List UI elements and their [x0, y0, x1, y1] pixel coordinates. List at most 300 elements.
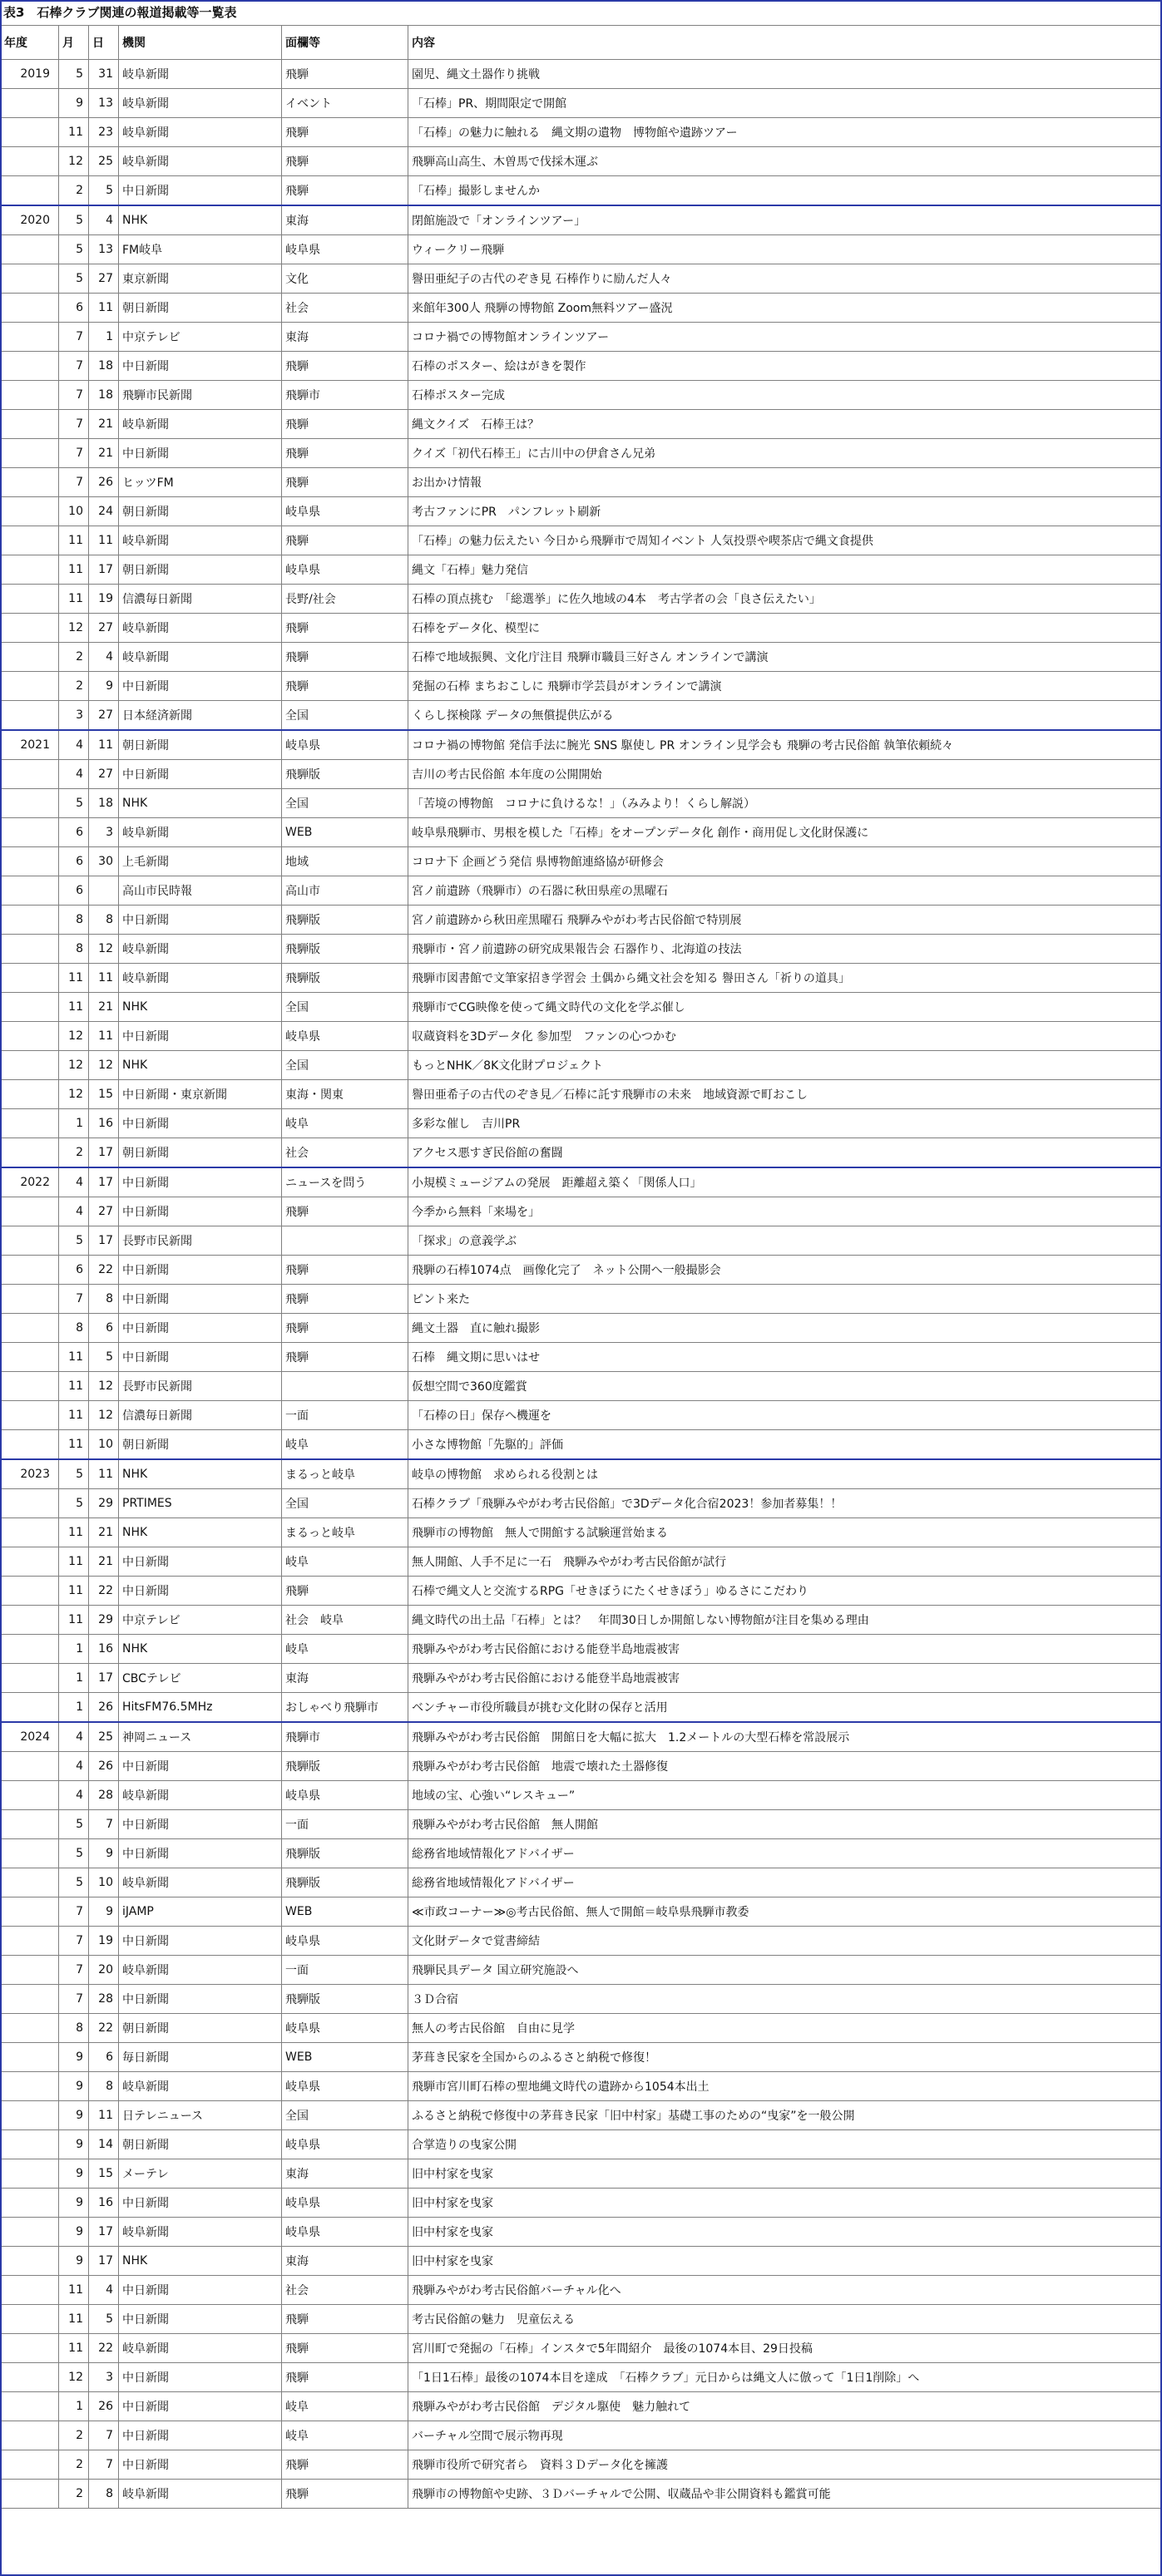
day-cell: 1: [89, 323, 119, 352]
day-cell: 17: [89, 1167, 119, 1197]
day-cell: 17: [89, 2218, 119, 2247]
table-row: [1, 906, 1162, 935]
year-cell: [1, 2014, 59, 2043]
year-cell: [1, 2247, 59, 2276]
section-cell: 飛騨版: [282, 906, 408, 935]
year-cell: 2022: [1, 1167, 59, 1197]
section-cell: [282, 1372, 408, 1401]
day-cell: 29: [89, 1489, 119, 1518]
content-cell: 飛騨みやがわ考古民俗館における能登半島地震被害: [408, 1664, 1162, 1693]
table-row: [1, 964, 1162, 993]
content-cell: 茅葺き民家を全国からのふるさと納税で修復！: [408, 2043, 1162, 2072]
content-cell: 飛騨みやがわ考古民俗館 開館日を大幅に拡大 1.2メートルの大型石棒を常設展示: [408, 1722, 1162, 1752]
day-cell: 13: [89, 89, 119, 118]
day-cell: 11: [89, 526, 119, 555]
organization-cell: 中日新聞: [119, 1167, 282, 1197]
organization-cell: 信濃毎日新聞: [119, 1401, 282, 1430]
table-row: [1, 1868, 1162, 1897]
content-cell: 無人の考古民俗館 自由に見学: [408, 2014, 1162, 2043]
month-cell: 2: [59, 643, 89, 672]
month-cell: 4: [59, 1197, 89, 1226]
day-cell: 20: [89, 1956, 119, 1985]
month-cell: 12: [59, 1022, 89, 1051]
column-header-day: 日: [89, 26, 119, 60]
section-cell: 社会 岐阜: [282, 1606, 408, 1635]
month-cell: 2: [59, 672, 89, 701]
year-cell: [1, 2480, 59, 2509]
year-cell: [1, 2072, 59, 2101]
table-row: [1, 352, 1162, 381]
year-cell: [1, 1256, 59, 1285]
year-cell: [1, 410, 59, 439]
table-caption: 表3 石棒クラブ関連の報道掲載等一覧表: [3, 5, 237, 20]
table-row: [1, 294, 1162, 323]
day-cell: 12: [89, 935, 119, 964]
organization-cell: 飛騨市民新聞: [119, 381, 282, 410]
content-cell: 吉川の考古民俗館 本年度の公開開始: [408, 760, 1162, 789]
month-cell: 6: [59, 294, 89, 323]
organization-cell: 上毛新聞: [119, 847, 282, 876]
content-cell: 飛騨民具データ 国立研究施設へ: [408, 1956, 1162, 1985]
table-row: [1, 701, 1162, 731]
section-cell: 飛騨: [282, 2480, 408, 2509]
section-cell: WEB: [282, 818, 408, 847]
section-cell: 飛騨: [282, 1285, 408, 1314]
section-cell: 飛騨市: [282, 381, 408, 410]
table-row: [1, 876, 1162, 906]
day-cell: 29: [89, 1606, 119, 1635]
year-cell: [1, 1635, 59, 1664]
section-cell: 東海: [282, 323, 408, 352]
year-cell: [1, 1868, 59, 1897]
year-cell: [1, 2363, 59, 2392]
table-row: [1, 1197, 1162, 1226]
organization-cell: NHK: [119, 2247, 282, 2276]
table-row: [1, 2334, 1162, 2363]
day-cell: 5: [89, 1343, 119, 1372]
table-row: [1, 2450, 1162, 2480]
content-cell: ピント来た: [408, 1285, 1162, 1314]
table-body: [1, 60, 1162, 2509]
month-cell: 5: [59, 1839, 89, 1868]
content-cell: 「探求」の意義学ぶ: [408, 1226, 1162, 1256]
year-cell: [1, 1956, 59, 1985]
content-cell: 飛騨市の博物館や史跡、３Ｄバーチャルで公開、収蔵品や非公開資料も鑑賞可能: [408, 2480, 1162, 2509]
year-cell: [1, 526, 59, 555]
month-cell: 11: [59, 964, 89, 993]
month-cell: 9: [59, 2189, 89, 2218]
month-cell: 11: [59, 526, 89, 555]
year-cell: [1, 993, 59, 1022]
content-cell: 宮川町で発掘の「石棒」インスタで5年間紹介 最後の1074本目、29日投稿: [408, 2334, 1162, 2363]
organization-cell: 中日新聞: [119, 1927, 282, 1956]
content-cell: 小さな博物館「先駆的」評価: [408, 1430, 1162, 1460]
year-cell: [1, 1577, 59, 1606]
organization-cell: HitsFM76.5MHz: [119, 1693, 282, 1723]
month-cell: 9: [59, 2218, 89, 2247]
year-cell: [1, 1752, 59, 1781]
section-cell: 全国: [282, 993, 408, 1022]
table-row: [1, 760, 1162, 789]
section-cell: 全国: [282, 1051, 408, 1080]
column-header-section: 面欄等: [282, 26, 408, 60]
organization-cell: メーテレ: [119, 2159, 282, 2189]
year-cell: [1, 1606, 59, 1635]
year-cell: [1, 1401, 59, 1430]
table-row: [1, 2276, 1162, 2305]
month-cell: 7: [59, 323, 89, 352]
content-cell: 仮想空間で360度鑑賞: [408, 1372, 1162, 1401]
table-row: [1, 1752, 1162, 1781]
table-row: [1, 147, 1162, 176]
content-cell: コロナ禍の博物館 発信手法に腕光 SNS 駆使し PR オンライン見学会も 飛騨の考古民俗館 執筆依頼続々: [408, 730, 1162, 760]
table-row: [1, 643, 1162, 672]
section-cell: 全国: [282, 701, 408, 731]
table-row: [1, 1109, 1162, 1138]
day-cell: 11: [89, 730, 119, 760]
day-cell: 17: [89, 2247, 119, 2276]
day-cell: 22: [89, 1256, 119, 1285]
content-cell: 収蔵資料を3Dデータ化 参加型 ファンの心つかむ: [408, 1022, 1162, 1051]
organization-cell: 岐阜新聞: [119, 2072, 282, 2101]
organization-cell: 岐阜新聞: [119, 1868, 282, 1897]
section-cell: 飛騨版: [282, 760, 408, 789]
year-cell: [1, 1839, 59, 1868]
section-cell: [282, 1226, 408, 1256]
section-cell: 飛騨: [282, 672, 408, 701]
day-cell: 21: [89, 410, 119, 439]
day-cell: 3: [89, 2363, 119, 2392]
day-cell: 26: [89, 1693, 119, 1723]
year-cell: [1, 2421, 59, 2450]
month-cell: 7: [59, 439, 89, 468]
day-cell: 22: [89, 2014, 119, 2043]
day-cell: 22: [89, 1577, 119, 1606]
year-cell: [1, 614, 59, 643]
year-cell: [1, 1022, 59, 1051]
table-row: [1, 935, 1162, 964]
table-row: [1, 1518, 1162, 1547]
column-header-year: 年度: [1, 26, 59, 60]
section-cell: 社会: [282, 1138, 408, 1168]
month-cell: 4: [59, 1722, 89, 1752]
day-cell: 21: [89, 1518, 119, 1547]
day-cell: 21: [89, 1547, 119, 1577]
table-row: [1, 1285, 1162, 1314]
section-cell: 岐阜: [282, 1430, 408, 1460]
table-row: [1, 2014, 1162, 2043]
section-cell: 岐阜: [282, 1635, 408, 1664]
month-cell: 11: [59, 2276, 89, 2305]
year-cell: [1, 439, 59, 468]
month-cell: 2: [59, 176, 89, 206]
month-cell: 4: [59, 1167, 89, 1197]
organization-cell: 岐阜新聞: [119, 410, 282, 439]
year-cell: [1, 89, 59, 118]
day-cell: 8: [89, 2072, 119, 2101]
year-cell: [1, 2334, 59, 2363]
table-row: [1, 89, 1162, 118]
table-row: [1, 1897, 1162, 1927]
day-cell: 11: [89, 1022, 119, 1051]
organization-cell: 中日新聞: [119, 1810, 282, 1839]
content-cell: 縄文「石棒」魅力発信: [408, 555, 1162, 585]
organization-cell: NHK: [119, 1051, 282, 1080]
section-cell: 岐阜県: [282, 555, 408, 585]
content-cell: 多彩な催し 吉川PR: [408, 1109, 1162, 1138]
content-cell: 石棒のポスター、絵はがきを製作: [408, 352, 1162, 381]
table-row: [1, 818, 1162, 847]
table-row: [1, 526, 1162, 555]
content-cell: 飛騨高山高生、木曽馬で伐採木運ぶ: [408, 147, 1162, 176]
content-cell: 「石棒」PR、期間限定で開館: [408, 89, 1162, 118]
organization-cell: 中日新聞: [119, 2392, 282, 2421]
table-row: [1, 993, 1162, 1022]
table-row: [1, 1372, 1162, 1401]
table-row: [1, 1985, 1162, 2014]
day-cell: 6: [89, 2043, 119, 2072]
year-cell: [1, 2159, 59, 2189]
organization-cell: 岐阜新聞: [119, 2218, 282, 2247]
table-row: [1, 1635, 1162, 1664]
table-row: [1, 118, 1162, 147]
day-cell: 14: [89, 2130, 119, 2159]
year-cell: [1, 2101, 59, 2130]
organization-cell: 岐阜新聞: [119, 643, 282, 672]
content-cell: 無人開館、人手不足に一石 飛騨みやがわ考古民俗館が試行: [408, 1547, 1162, 1577]
day-cell: 18: [89, 352, 119, 381]
content-cell: コロナ禍での博物館オンラインツアー: [408, 323, 1162, 352]
section-cell: 飛騨版: [282, 1752, 408, 1781]
section-cell: 岐阜: [282, 1547, 408, 1577]
table-row: [1, 2480, 1162, 2509]
table-row: [1, 205, 1162, 235]
organization-cell: 中日新聞: [119, 1577, 282, 1606]
year-cell: [1, 294, 59, 323]
month-cell: 9: [59, 2072, 89, 2101]
day-cell: 15: [89, 2159, 119, 2189]
content-cell: ふるさと納税で修復中の茅葺き民家「旧中村家」基礎工事のための“曳家”を一般公開: [408, 2101, 1162, 2130]
day-cell: 17: [89, 1664, 119, 1693]
day-cell: 11: [89, 964, 119, 993]
content-cell: 飛騨みやがわ考古民俗館 地震で壊れた土器修復: [408, 1752, 1162, 1781]
table-row: [1, 730, 1162, 760]
section-cell: 社会: [282, 294, 408, 323]
organization-cell: 中日新聞: [119, 439, 282, 468]
year-cell: [1, 1285, 59, 1314]
year-cell: [1, 1343, 59, 1372]
content-cell: アクセス悪すぎ民俗館の奮闘: [408, 1138, 1162, 1168]
section-cell: WEB: [282, 1897, 408, 1927]
year-cell: [1, 497, 59, 526]
content-cell: コロナ下 企画どう発信 県博物館連絡協が研修会: [408, 847, 1162, 876]
content-cell: 飛騨みやがわ考古民俗館 デジタル駆使 魅力触れて: [408, 2392, 1162, 2421]
table-row: [1, 2421, 1162, 2450]
year-cell: [1, 906, 59, 935]
column-header-content: 内容: [408, 26, 1162, 60]
section-cell: 飛騨: [282, 147, 408, 176]
table-row: [1, 439, 1162, 468]
month-cell: 2: [59, 2421, 89, 2450]
month-cell: 2: [59, 2450, 89, 2480]
year-cell: [1, 964, 59, 993]
table-row: [1, 2189, 1162, 2218]
month-cell: 1: [59, 1664, 89, 1693]
table-row: [1, 1927, 1162, 1956]
section-cell: ニュースを問う: [282, 1167, 408, 1197]
day-cell: 11: [89, 2101, 119, 2130]
year-cell: [1, 2130, 59, 2159]
section-cell: 東海・関東: [282, 1080, 408, 1109]
content-cell: 縄文土器 直に触れ撮影: [408, 1314, 1162, 1343]
section-cell: 岐阜県: [282, 235, 408, 264]
month-cell: 1: [59, 1693, 89, 1723]
year-cell: [1, 935, 59, 964]
organization-cell: 毎日新聞: [119, 2043, 282, 2072]
month-cell: 5: [59, 1226, 89, 1256]
day-cell: 13: [89, 235, 119, 264]
organization-cell: 朝日新聞: [119, 555, 282, 585]
year-cell: [1, 760, 59, 789]
day-cell: 26: [89, 468, 119, 497]
organization-cell: 中日新聞: [119, 2189, 282, 2218]
month-cell: 7: [59, 381, 89, 410]
organization-cell: ヒッツFM: [119, 468, 282, 497]
day-cell: 7: [89, 2421, 119, 2450]
month-cell: 7: [59, 1897, 89, 1927]
content-cell: 宮ノ前遺跡（飛騨市）の石器に秋田県産の黒曜石: [408, 876, 1162, 906]
section-cell: 飛騨: [282, 2363, 408, 2392]
section-cell: 東海: [282, 1664, 408, 1693]
table-row: [1, 585, 1162, 614]
table-row: [1, 1781, 1162, 1810]
section-cell: まるっと岐阜: [282, 1518, 408, 1547]
section-cell: 飛騨市: [282, 1722, 408, 1752]
content-cell: 旧中村家を曳家: [408, 2218, 1162, 2247]
organization-cell: 高山市民時報: [119, 876, 282, 906]
organization-cell: 朝日新聞: [119, 294, 282, 323]
content-cell: 総務省地域情報化アドバイザー: [408, 1868, 1162, 1897]
month-cell: 6: [59, 847, 89, 876]
content-cell: お出かけ情報: [408, 468, 1162, 497]
organization-cell: 長野市民新聞: [119, 1372, 282, 1401]
day-cell: 11: [89, 1459, 119, 1489]
month-cell: 4: [59, 760, 89, 789]
year-cell: 2023: [1, 1459, 59, 1489]
content-cell: 飛騨市図書館で文筆家招き学習会 土偶から縄文社会を知る 譽田さん「祈りの道具」: [408, 964, 1162, 993]
month-cell: 8: [59, 2014, 89, 2043]
content-cell: ウィークリー飛騨: [408, 235, 1162, 264]
year-cell: [1, 1051, 59, 1080]
month-cell: 12: [59, 614, 89, 643]
month-cell: 11: [59, 993, 89, 1022]
year-cell: [1, 2043, 59, 2072]
organization-cell: NHK: [119, 1518, 282, 1547]
organization-cell: FM岐阜: [119, 235, 282, 264]
day-cell: 8: [89, 1285, 119, 1314]
content-cell: 譽田亜紀子の古代のぞき見 石棒作りに励んだ人々: [408, 264, 1162, 294]
year-cell: [1, 1985, 59, 2014]
organization-cell: 中日新聞: [119, 1343, 282, 1372]
section-cell: 飛騨: [282, 118, 408, 147]
section-cell: 岐阜県: [282, 1022, 408, 1051]
month-cell: 11: [59, 555, 89, 585]
content-cell: 飛騨市でCG映像を使って縄文時代の文化を学ぶ催し: [408, 993, 1162, 1022]
day-cell: 8: [89, 2480, 119, 2509]
section-cell: 岐阜: [282, 2392, 408, 2421]
content-cell: 石棒をデータ化、模型に: [408, 614, 1162, 643]
table-row: [1, 555, 1162, 585]
day-cell: 11: [89, 294, 119, 323]
year-cell: 2019: [1, 60, 59, 89]
section-cell: 飛騨版: [282, 935, 408, 964]
day-cell: 5: [89, 2305, 119, 2334]
day-cell: 19: [89, 1927, 119, 1956]
table-row: [1, 672, 1162, 701]
month-cell: 7: [59, 1285, 89, 1314]
day-cell: 21: [89, 439, 119, 468]
year-cell: [1, 847, 59, 876]
section-cell: 岐阜県: [282, 2072, 408, 2101]
organization-cell: 中日新聞: [119, 906, 282, 935]
section-cell: 飛騨: [282, 1314, 408, 1343]
year-cell: [1, 147, 59, 176]
content-cell: 旧中村家を曳家: [408, 2189, 1162, 2218]
section-cell: 飛騨: [282, 60, 408, 89]
year-cell: [1, 1489, 59, 1518]
content-cell: 考古ファンにPR パンフレット刷新: [408, 497, 1162, 526]
organization-cell: 神岡ニュース: [119, 1722, 282, 1752]
section-cell: 東海: [282, 2159, 408, 2189]
day-cell: 18: [89, 789, 119, 818]
table-row: [1, 2043, 1162, 2072]
content-cell: 飛騨みやがわ考古民俗館 無人開館: [408, 1810, 1162, 1839]
content-cell: 石棒で地域振興、文化庁注目 飛騨市職員三好さん オンラインで講演: [408, 643, 1162, 672]
table-row: [1, 614, 1162, 643]
organization-cell: iJAMP: [119, 1897, 282, 1927]
content-cell: もっとNHK／8K文化財プロジェクト: [408, 1051, 1162, 1080]
content-cell: バーチャル空間で展示物再現: [408, 2421, 1162, 2450]
content-cell: 今季から無料「来場を」: [408, 1197, 1162, 1226]
year-cell: [1, 176, 59, 206]
organization-cell: 岐阜新聞: [119, 2480, 282, 2509]
organization-cell: 朝日新聞: [119, 730, 282, 760]
content-cell: 岐阜の博物館 求められる役割とは: [408, 1459, 1162, 1489]
content-cell: 合掌造りの曳家公開: [408, 2130, 1162, 2159]
day-cell: 3: [89, 818, 119, 847]
day-cell: 23: [89, 118, 119, 147]
month-cell: 5: [59, 235, 89, 264]
year-cell: [1, 1314, 59, 1343]
month-cell: 1: [59, 1635, 89, 1664]
month-cell: 5: [59, 264, 89, 294]
organization-cell: 中日新聞: [119, 1109, 282, 1138]
year-cell: [1, 1109, 59, 1138]
day-cell: 22: [89, 2334, 119, 2363]
month-cell: 5: [59, 1868, 89, 1897]
year-cell: [1, 585, 59, 614]
month-cell: 11: [59, 118, 89, 147]
organization-cell: 中京テレビ: [119, 323, 282, 352]
organization-cell: NHK: [119, 205, 282, 235]
content-cell: 縄文時代の出土品「石棒」とは？ 年間30日しか開館しない博物館が注目を集める理由: [408, 1606, 1162, 1635]
organization-cell: PRTIMES: [119, 1489, 282, 1518]
section-cell: 文化: [282, 264, 408, 294]
organization-cell: 中日新聞: [119, 1752, 282, 1781]
section-cell: 長野/社会: [282, 585, 408, 614]
month-cell: 12: [59, 2363, 89, 2392]
section-cell: イベント: [282, 89, 408, 118]
